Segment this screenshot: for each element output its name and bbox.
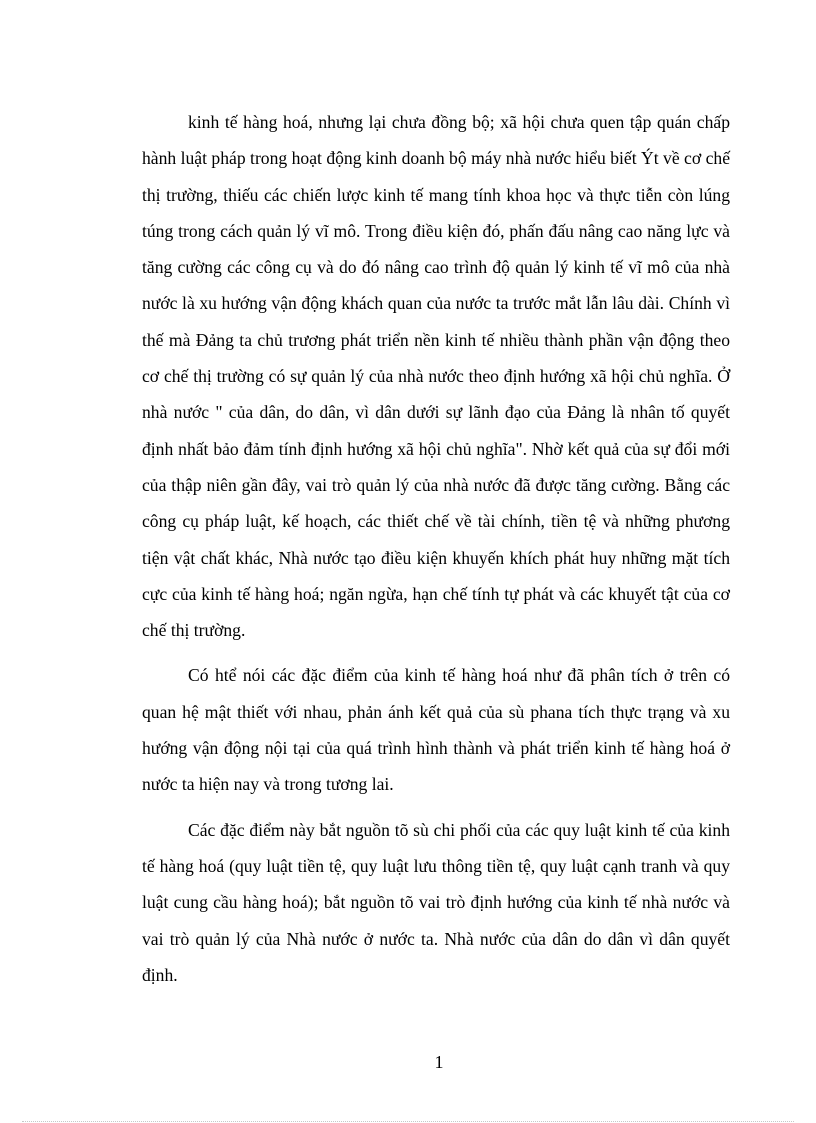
- paragraph-1: kinh tế hàng hoá, nhưng lại chưa đồng bộ; xã hội chưa quen tập quán chấp hành luật pháp trong hoạt động kinh doanh bộ máy nhà nước hiểu biết Ýt về cơ chế thị trường, thiếu các chiến lược kinh tế mang tính khoa học và thực tiễn còn lúng túng trong cách quản lý vĩ mô. Trong điều kiện đó, phấn đấu nâng cao năng lực và tăng cường các công cụ và do đó nâng cao trình độ quản lý kinh tế vĩ mô của nhà nước là xu hướng vận động khách quan của nước ta trước mắt lẫn lâu dài. Chính vì thế mà Đảng ta chủ trương phát triển nền kinh tế nhiều thành phần vận động theo cơ chế thị trường có sự quản lý của nhà nước theo định hướng xã hội chủ nghĩa. Ở nhà nước " của dân, do dân, vì dân dưới sự lãnh đạo của Đảng là nhân tố quyết định nhất bảo đảm tính định hướng xã hội chủ nghĩa". Nhờ kết quả của sự đổi mới của thập niên gần đây, vai trò quản lý của nhà nước đã được tăng cường. Bằng các công cụ pháp luật, kế hoạch, các thiết chế về tài chính, tiền tệ và những phương tiện vật chất khác, Nhà nước tạo điều kiện khuyến khích phát huy những mặt tích cực của kinh tế hàng hoá; ngăn ngừa, hạn chế tính tự phát và các khuyết tật của cơ chế thị trường.: [142, 112, 730, 641]
- paragraph-2: Có htể nói các đặc điểm của kinh tế hàng hoá như đã phân tích ở trên có quan hệ mật thiết với nhau, phản ánh kết quả của sù phana tích thực trạng và xu hướng vận động nội tại của quá trình hình thành và phát triển kinh tế hàng hoá ở nước ta hiện nay và trong tương lai.: [142, 665, 730, 795]
- page-bottom-divider: [22, 1121, 794, 1122]
- paragraph-3: Các đặc điểm này bắt nguồn tõ sù chi phối của các quy luật kinh tế của kinh tế hàng hoá (quy luật tiền tệ, quy luật lưu thông tiền tệ, quy luật cạnh tranh và quy luật cung cầu hàng hoá); bắt nguồn tõ vai trò định hướng của kinh tế nhà nước và vai trò quản lý của Nhà nước ở nước ta. Nhà nước của dân do dân vì dân quyết định.: [142, 819, 730, 985]
- page-number: 1: [434, 1052, 444, 1072]
- page-body: [142, 104, 730, 993]
